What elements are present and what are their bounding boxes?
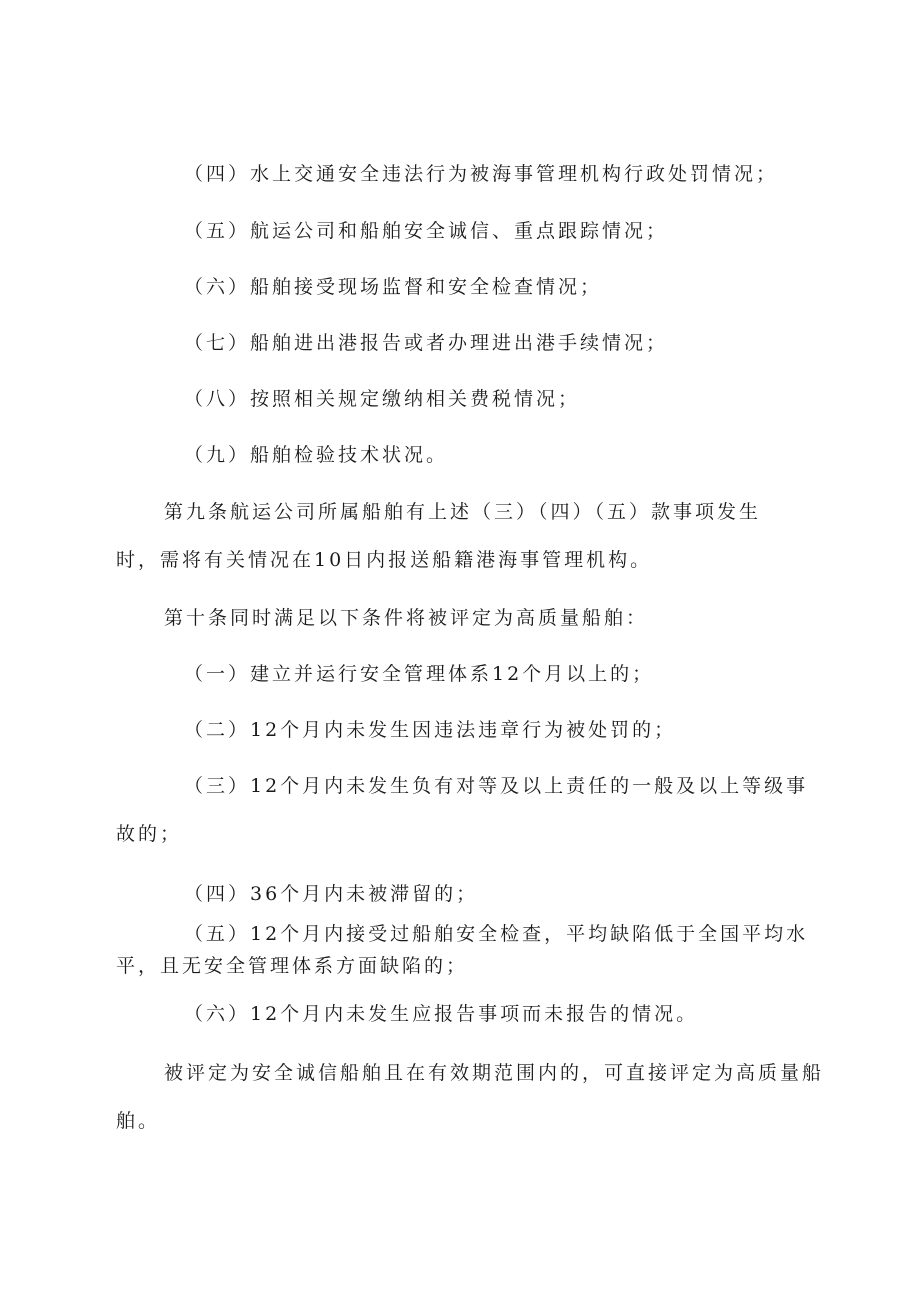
list-item-5: （五）航运公司和船舶安全诚信、重点跟踪情况； <box>184 220 669 242</box>
article-9-line-1: 第九条航运公司所属船舶有上述（三）（四）（五）款事项发生 <box>164 501 762 523</box>
article-10-item-3-line-1: （三）12个月内未发生负有对等及以上责任的一般及以上等级事 <box>184 775 809 797</box>
article-10-item-4: （四）36个月内未被滞留的； <box>184 883 479 905</box>
list-item-9: （九）船舶检验技术状况。 <box>184 444 449 466</box>
article-10-intro: 第十条同时满足以下条件将被评定为高质量船舶： <box>164 607 649 629</box>
article-10-item-3-line-2: 故的； <box>116 823 183 845</box>
closing-line-1: 被评定为安全诚信船舶且在有效期范围内的，可直接评定为高质量船 <box>164 1062 825 1084</box>
article-10-item-1: （一）建立并运行安全管理体系12个月以上的； <box>184 663 655 685</box>
article-9-line-2: 时，需将有关情况在10日内报送船籍港海事管理机构。 <box>116 549 653 571</box>
list-item-6: （六）船舶接受现场监督和安全检查情况； <box>184 276 603 298</box>
closing-line-2: 舶。 <box>116 1110 161 1132</box>
list-item-8: （八）按照相关规定缴纳相关费税情况； <box>184 388 581 410</box>
article-10-item-6: （六）12个月内未发生应报告事项而未报告的情况。 <box>184 1003 699 1025</box>
list-item-7: （七）船舶进出港报告或者办理进出港手续情况； <box>184 332 669 354</box>
article-10-item-5-line-2: 平，且无安全管理体系方面缺陷的； <box>116 955 469 977</box>
list-item-4: （四）水上交通安全违法行为被海事管理机构行政处罚情况； <box>184 163 779 185</box>
article-10-item-2: （二）12个月内未发生因违法违章行为被处罚的； <box>184 719 677 741</box>
article-10-item-5-line-1: （五）12个月内接受过船舶安全检查，平均缺陷低于全国平均水 <box>184 923 809 945</box>
